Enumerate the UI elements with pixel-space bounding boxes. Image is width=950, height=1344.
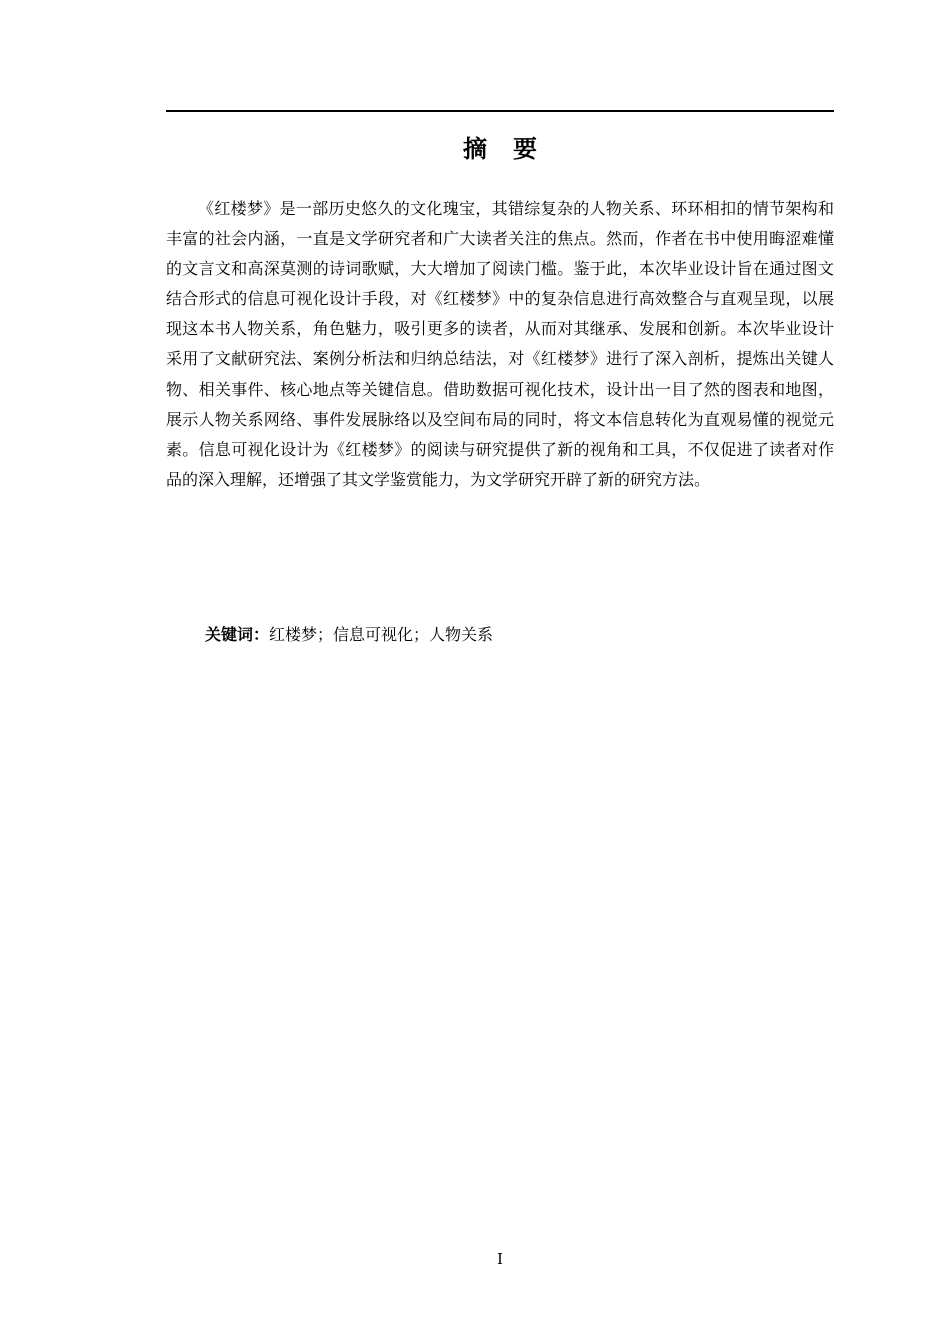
abstract-title-right: 要 [513, 135, 537, 163]
abstract-title-left: 摘 [463, 135, 487, 163]
page-number: I [497, 1250, 503, 1268]
keywords-items: 红楼梦；信息可视化；人物关系 [269, 625, 494, 644]
abstract-title [166, 130, 834, 168]
abstract-body: 《红楼梦》是一部历史悠久的文化瑰宝，其错综复杂的人物关系、环环相扣的情节架构和丰富的社会内涵，一直是文学研究者和广大读者关注的焦点。然而，作者在书中使用晦涩难懂的文言文和高深莫测的诗词歌赋，大大增加了阅读门槛。鉴于此，本次毕业设计旨在通过图文结合形式的信息可视化设计手段，对《红楼梦》中的复杂信息进行高效整合与直观呈现，以展现这本书人物关系，角色魅力，吸引更多的读者，从而对其继承、发展和创新。本次毕业设计采用了文献研究法、案例分析法和归纳总结法，对《红楼梦》进行了深入剖析，提炼出关键人物、相关事件、核心地点等关键信息。借助数据可视化技术，设计出一目了然的图表和地图，展示人物关系网络、事件发展脉络以及空间布局的同时，将文本信息转化为直观易懂的视觉元素。信息可视化设计为《红楼梦》的阅读与研究提供了新的视角和工具，不仅促进了读者对作品的深入理解，还增强了其文学鉴赏能力，为文学研究开辟了新的研究方法。 [166, 199, 834, 489]
keywords [205, 620, 834, 650]
keywords-label: 关键词： [205, 625, 270, 644]
header-rule [166, 110, 834, 112]
